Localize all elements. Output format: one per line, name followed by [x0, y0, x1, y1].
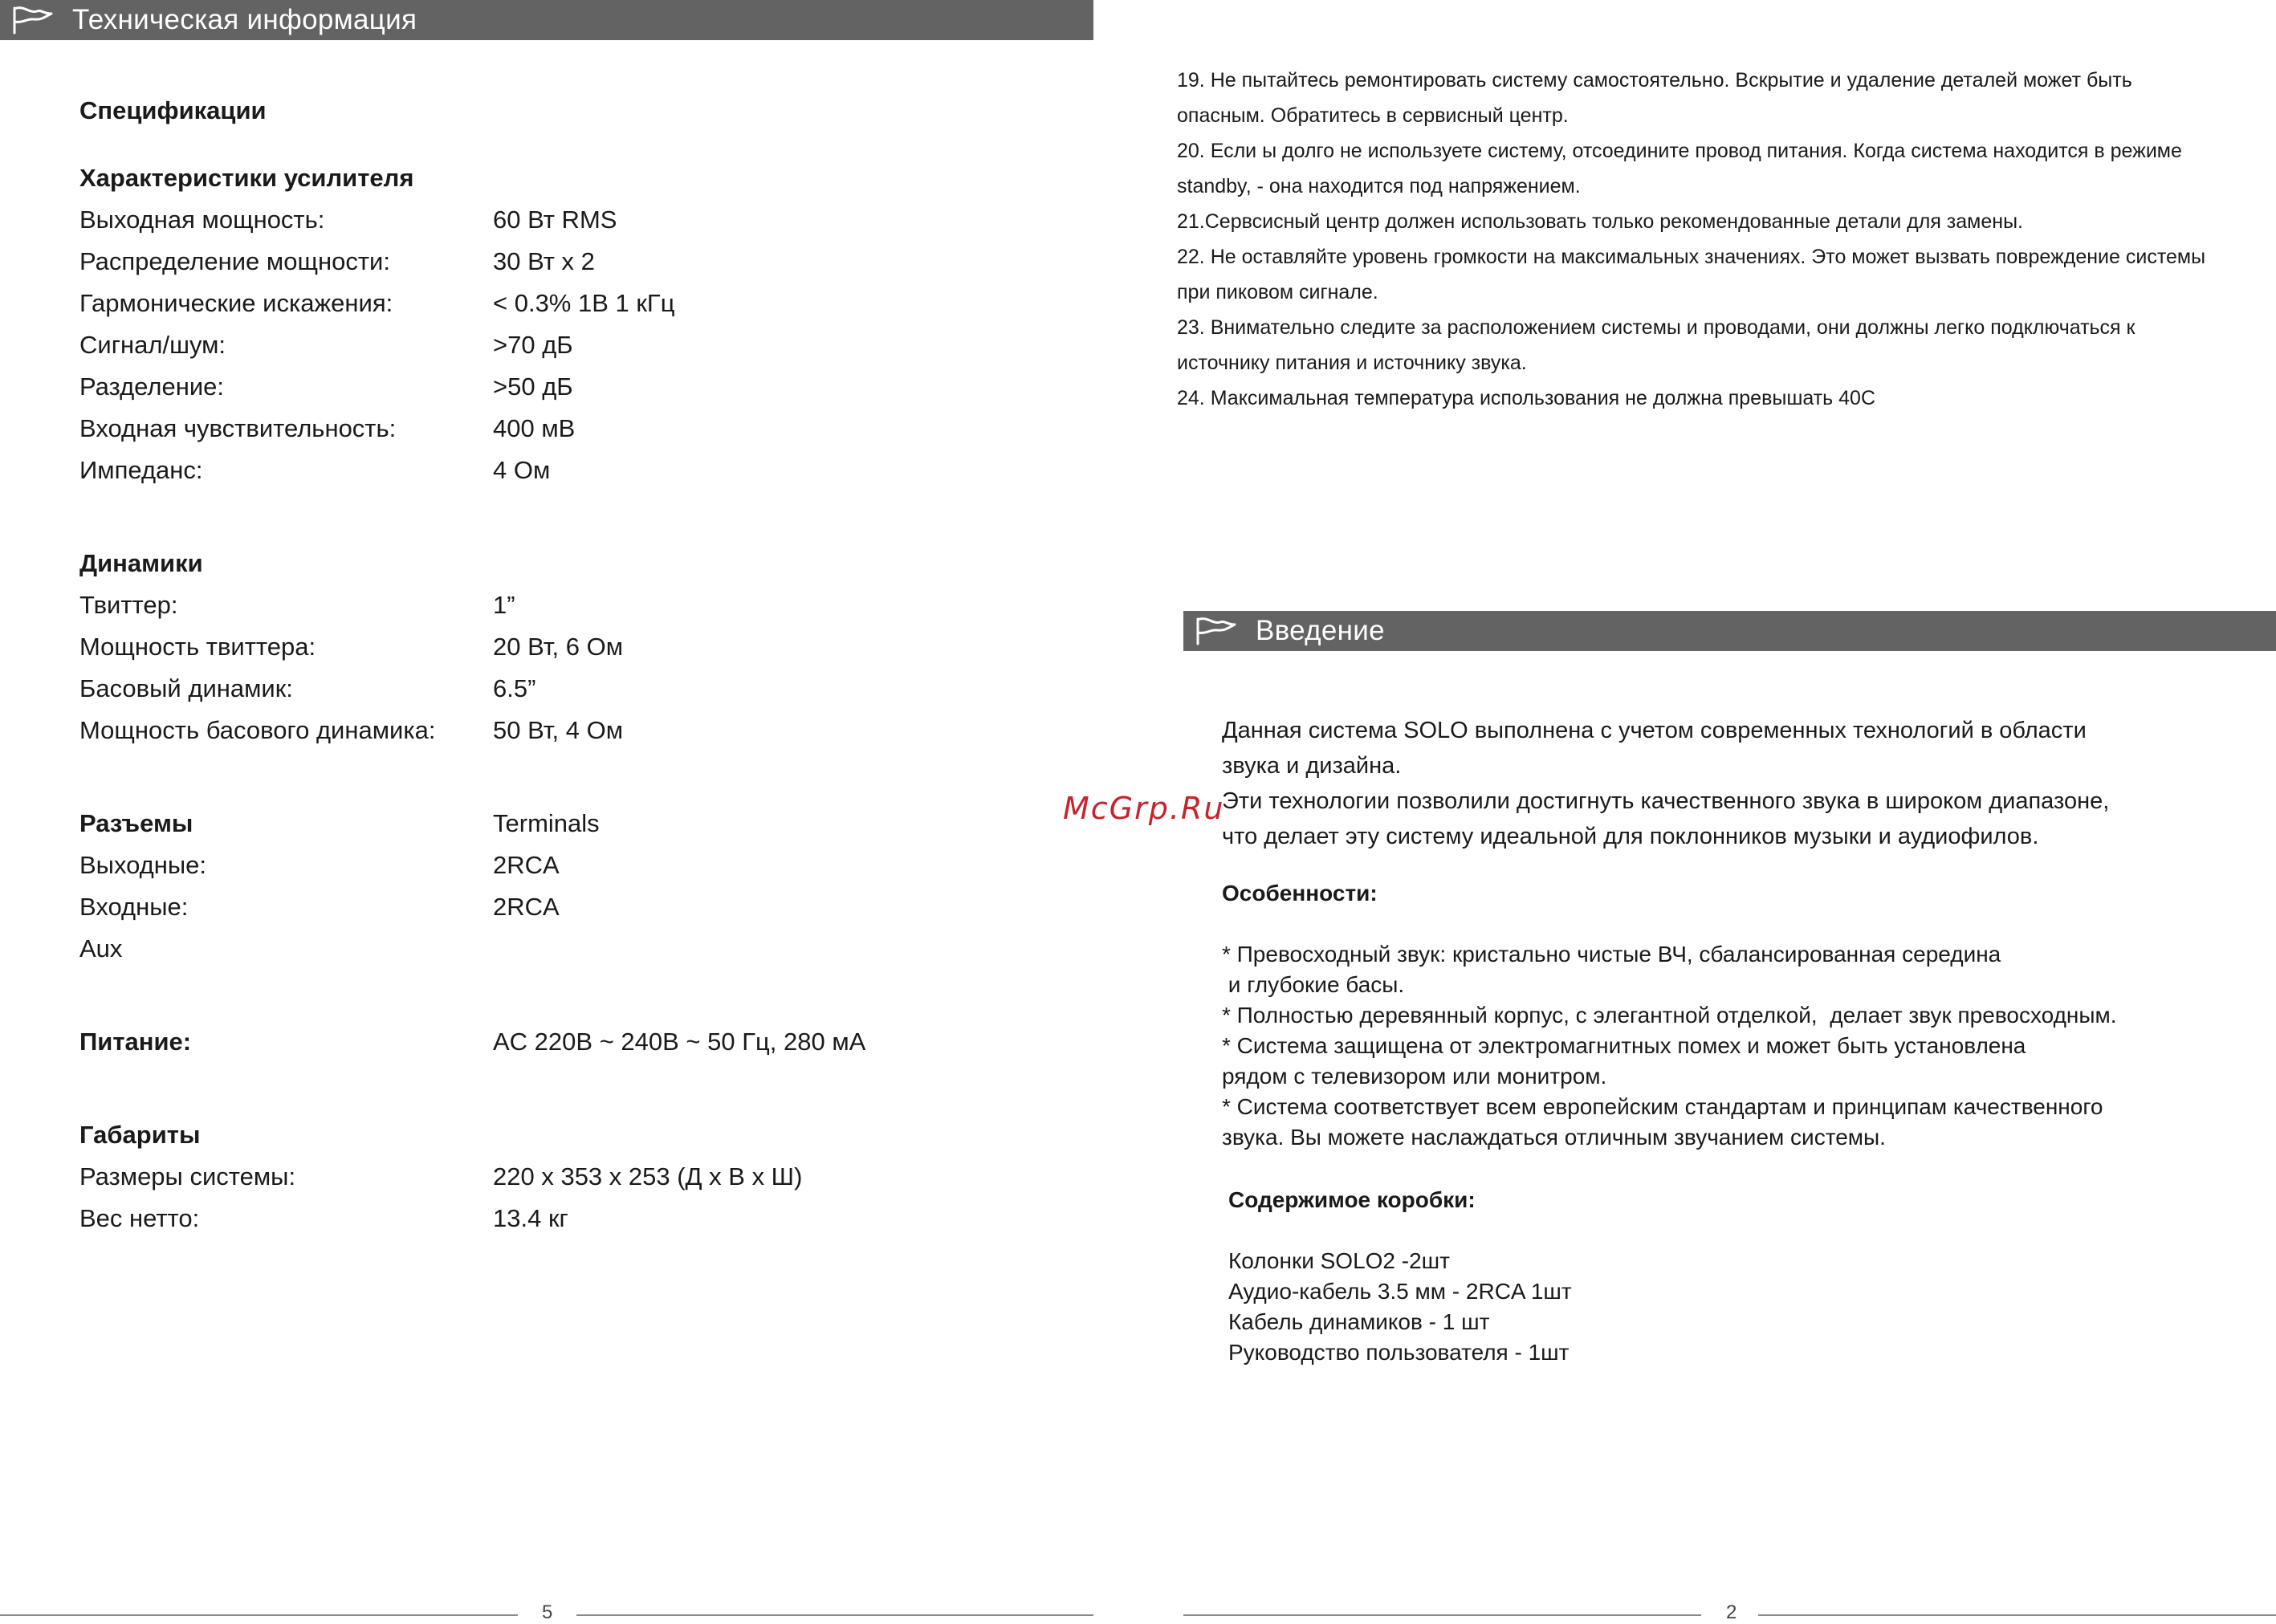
note-line: 20. Если ы долго не используете систему, отсоедините провод питания. Когда система находится в режиме [1177, 140, 2182, 162]
spec-label: Разделение: [79, 372, 224, 401]
box-item: Руководство пользователя - 1шт [1228, 1340, 1570, 1365]
spec-value: 400 мВ [493, 414, 576, 442]
spec-groups [79, 162, 1043, 1244]
feature-line: * Система защищена от электромагнитных помех и может быть установлена [1222, 1033, 2026, 1058]
spec-heading-label: Характеристики усилителя [79, 164, 414, 192]
spec-label: Входная чувствительность: [79, 414, 397, 442]
spec-label: Твиттер: [79, 591, 178, 619]
note-line: standby, - она находится под напряжением. [1177, 175, 1581, 197]
spec-label: Aux [79, 934, 123, 963]
spec-row [79, 631, 1043, 673]
footer-divider [576, 1614, 1093, 1616]
spec-row [79, 589, 1043, 631]
note-line: при пиковом сигнале. [1177, 281, 1378, 303]
section-title: Введение [1256, 615, 1385, 646]
spec-group [79, 162, 1043, 496]
box-item: Аудио-кабель 3.5 мм - 2RCA 1шт [1228, 1279, 1572, 1304]
spec-group-heading [79, 808, 1043, 849]
section-title: Техническая информация [72, 4, 417, 35]
spec-row [79, 891, 1043, 933]
spec-label: Басовый динамик: [79, 674, 293, 702]
features-heading: Особенности: [1222, 881, 1378, 906]
features-list [1222, 939, 2233, 1153]
spec-label: Вес нетто: [79, 1204, 200, 1232]
note-line: 21.Сервсисный центр должен использовать только рекомендованные детали для замены. [1177, 210, 2023, 233]
note-line: опасным. Обратитесь в сервисный центр. [1177, 104, 1569, 127]
feature-line: и глубокие басы. [1222, 972, 1405, 997]
spec-heading-label: Питание: [79, 1028, 192, 1056]
spec-heading-label: Габариты [79, 1121, 201, 1149]
watermark: McGrp.Ru [1063, 791, 1225, 826]
spec-heading-label: Динамики [79, 549, 203, 577]
note-line: 24. Максимальная температура использования не должна превышать 40С [1177, 387, 1876, 409]
spec-label: Импеданс: [79, 456, 203, 484]
feature-line: * Превосходный звук: кристально чистые ВЧ, сбалансированная середина [1222, 942, 2001, 967]
spec-row [79, 1161, 1043, 1203]
spec-row [79, 454, 1043, 496]
footer-divider [0, 1614, 518, 1616]
feature-line: * Полностью деревянный корпус, с элегантной отделкой, делает звук превосходным. [1222, 1003, 2117, 1028]
box-item: Кабель динамиков - 1 шт [1228, 1309, 1490, 1334]
box-items-list [1228, 1246, 2233, 1368]
spec-value: 50 Вт, 4 Ом [493, 716, 624, 744]
section-header-tech-info [0, 0, 1093, 40]
page-number: 2 [1726, 1602, 1737, 1623]
note-line: 23. Внимательно следите за расположением системы и проводами, они должны легко подключаться к [1177, 316, 2136, 339]
spec-value: 30 Вт x 2 [493, 247, 595, 275]
spec-label: Мощность басового динамика: [79, 716, 436, 744]
spec-value: 1” [493, 591, 515, 619]
intro-line: Эти технологии позволили достигнуть качественного звука в широком диапазоне, [1222, 788, 2110, 814]
feature-line: * Система соответствует всем европейским стандартам и принципам качественного [1222, 1094, 2103, 1119]
spec-group-heading [79, 547, 1043, 589]
spec-value: 20 Вт, 6 Ом [493, 633, 624, 661]
feature-line: рядом с телевизором или монитром. [1222, 1064, 1607, 1089]
spec-row [79, 287, 1043, 329]
footer-divider [1183, 1614, 1701, 1616]
spec-row [79, 413, 1043, 454]
spec-row [79, 246, 1043, 287]
spec-value: 60 Вт RMS [493, 206, 617, 234]
spec-label: Мощность твиттера: [79, 633, 316, 661]
footer-divider [1758, 1614, 2276, 1616]
spec-block [79, 95, 1043, 1244]
spec-row [79, 371, 1043, 413]
flag-icon [10, 4, 56, 36]
spec-label: Выходные: [79, 851, 207, 879]
spec-label: Распределение мощности: [79, 247, 390, 275]
spec-group [79, 1119, 1043, 1244]
box-contents [1222, 1185, 2233, 1368]
intro-line: звука и дизайна. [1222, 753, 1402, 779]
spec-heading-value: Terminals [493, 809, 600, 837]
introduction-body [1222, 713, 2233, 1368]
spec-label: Сигнал/шум: [79, 331, 226, 359]
note-line: источнику питания и источнику звука. [1177, 352, 1527, 374]
safety-notes [1177, 63, 2245, 416]
spec-heading-label: Разъемы [79, 809, 193, 837]
spec-value: 2RCA [493, 851, 560, 879]
page-number: 5 [542, 1602, 553, 1623]
intro-paragraph [1222, 713, 2233, 854]
spec-row [79, 1203, 1043, 1244]
intro-line: что делает эту систему идеальной для поклонников музыки и аудиофилов. [1222, 824, 2039, 849]
spec-row [79, 849, 1043, 891]
spec-title: Спецификации [79, 96, 267, 124]
spec-value: 6.5” [493, 674, 536, 702]
spec-row [79, 714, 1043, 756]
left-page [0, 0, 1093, 1623]
spec-value: 4 Ом [493, 456, 551, 484]
spec-row [79, 933, 1043, 975]
section-header-introduction [1183, 611, 2276, 651]
intro-line: Данная система SOLO выполнена с учетом современных технологий в области [1222, 718, 2087, 743]
spec-row [79, 673, 1043, 714]
spec-label: Выходная мощность: [79, 206, 325, 234]
spec-group [79, 547, 1043, 756]
spec-group [79, 808, 1043, 975]
spec-row [79, 329, 1043, 371]
box-heading: Содержимое коробки: [1228, 1187, 1476, 1212]
spec-value: 2RCA [493, 893, 560, 921]
spec-heading-value: AC 220В ~ 240В ~ 50 Гц, 280 мА [493, 1028, 866, 1056]
spec-value: < 0.3% 1В 1 кГц [493, 289, 675, 317]
flag-icon [1193, 615, 1240, 647]
spec-group [79, 1026, 1043, 1068]
spec-value: 13.4 кг [493, 1204, 568, 1232]
spec-group-heading [79, 162, 1043, 204]
spec-group-heading [79, 1026, 1043, 1068]
spec-label: Размеры системы: [79, 1162, 296, 1191]
spec-label: Входные: [79, 893, 189, 921]
spec-label: Гармонические искажения: [79, 289, 393, 317]
spec-value: 220 x 353 x 253 (Д x В x Ш) [493, 1162, 803, 1191]
spec-value: >50 дБ [493, 372, 573, 401]
spec-value: >70 дБ [493, 331, 573, 359]
box-item: Колонки SOLO2 -2шт [1228, 1248, 1450, 1273]
spec-row [79, 204, 1043, 246]
feature-line: звука. Вы можете наслаждаться отличным звучанием системы. [1222, 1125, 1886, 1150]
note-line: 19. Не пытайтесь ремонтировать систему самостоятельно. Вскрытие и удаление деталей может быть [1177, 69, 2132, 92]
note-line: 22. Не оставляйте уровень громкости на максимальных значениях. Это может вызвать повреждение системы [1177, 246, 2206, 268]
spec-group-heading [79, 1119, 1043, 1161]
